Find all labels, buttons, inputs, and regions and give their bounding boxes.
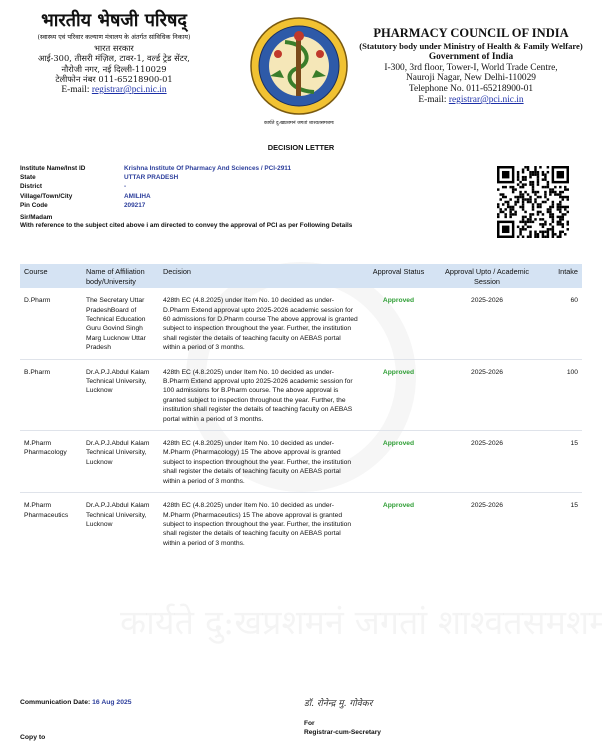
letter-heading: DECISION LETTER xyxy=(267,143,335,152)
signature: डॉ. रोनेन्द्र मु. गोवेकर xyxy=(304,699,373,709)
col-intake: Intake xyxy=(539,264,582,288)
english-address-2: Nauroji Nagar, New Delhi-110029 xyxy=(406,73,536,84)
institute-details xyxy=(20,165,440,230)
field-pincode: Pin Code 209217 xyxy=(20,201,146,209)
cell-decision: 428th EC (4.8.2025) under Item No. 10 decided as under- M.Pharm (Pharmaceutics) 15 The above approval is granted subject to inspection throughout the year. Further, the institution shall register the details of teaching faculty on AEBAS portal within a period of 3 months. xyxy=(163,502,352,547)
english-title: PHARMACY COUNCIL OF INDIA xyxy=(373,26,569,40)
table-row xyxy=(20,359,582,430)
cell-affiliation: Dr.A.P.J.Abdul Kalam Technical University, Lucknow xyxy=(86,502,150,528)
pci-logo xyxy=(240,14,358,134)
col-status: Approval Status xyxy=(362,264,435,288)
pci-emblem-icon xyxy=(240,14,358,124)
field-village: Village/Town/City AMILIHA xyxy=(20,192,151,200)
english-govt: Government of India xyxy=(428,51,514,62)
table-row xyxy=(20,493,582,555)
hindi-address-1: आई-300, तीसरी मंज़िल, टावर-1, वर्ल्ड ट्रेड सेंटर, xyxy=(38,53,190,64)
cell-status: Approved xyxy=(362,288,435,359)
hindi-subtitle: (स्वास्थ्य एवं परिवार कल्याण मंत्रालय के अंतर्गत सांविधिक निकाय) xyxy=(37,33,191,41)
english-email-link[interactable]: registrar@pci.nic.in xyxy=(448,94,524,105)
cell-status: Approved xyxy=(362,359,435,430)
cell-affiliation: Dr.A.P.J.Abdul Kalam Technical University, Lucknow xyxy=(82,359,159,430)
cell-course: M.Pharm Pharmaceutics xyxy=(24,502,69,519)
watermark-motto xyxy=(120,598,602,644)
sign-designation: Registrar-cum-Secretary xyxy=(304,729,381,736)
cell-decision: 428th EC (4.8.2025) under Item No. 10 decided as under- B.Pharm Extend approval upto 2025-2026 academic session for 100 admissions for B.Pharm course. The above approval is granted subject to inspection throughout the year. Further, the institution shall register the details of teaching faculty on AEBAS portal within a period of 3 months. xyxy=(159,359,362,430)
cell-intake: 60 xyxy=(539,288,582,359)
communication-date-value: 16 Aug 2025 xyxy=(92,699,132,706)
cell-intake: 100 xyxy=(539,359,582,430)
col-session: Approval Upto / Academic Session xyxy=(435,264,539,288)
hindi-email-link[interactable]: registrar@pci.nic.in xyxy=(91,84,167,95)
qr-code xyxy=(490,166,576,238)
cell-intake: 15 xyxy=(570,502,578,510)
cell-decision: 428th EC (4.8.2025) under Item No. 10 decided as under- M.Pharm (Pharmacology) 15 The above approval is granted subject to inspection throughout the year. Further, the institution shall register the details of teaching faculty on AEBAS portal within a period of 3 months. xyxy=(159,431,362,493)
cell-course: M.Pharm Pharmacology xyxy=(20,431,82,493)
col-decision: Decision xyxy=(159,264,362,288)
communication-date: Communication Date: 16 Aug 2025 xyxy=(20,699,132,706)
col-course: Course xyxy=(20,264,82,288)
cell-session: 2025-2026 xyxy=(471,502,503,510)
cell-course: B.Pharm xyxy=(20,359,82,430)
cell-affiliation: The Secretary Uttar PradeshBoard of Technical Education Guru Govind Singh Marg Lucknow Uttar Pradesh xyxy=(82,288,159,359)
salutation: Sir/Madam xyxy=(20,213,53,221)
field-district: District - xyxy=(20,183,127,191)
col-affiliation: Name of Affiliation body/University xyxy=(82,264,159,288)
hindi-address-2: नौरोजी नगर, नई दिल्ली-110029 xyxy=(61,63,167,74)
intro-text: With reference to the subject cited above i am directed to convey the approval of PCI as per Following Details xyxy=(20,222,353,230)
logo-motto: कार्यते दु:खप्रशमनं जगतां शाश्वतसमशमः xyxy=(263,121,335,126)
qr-code-icon xyxy=(490,166,576,238)
cell-intake: 15 xyxy=(539,431,582,493)
hindi-header xyxy=(14,10,214,96)
copy-to: Copy to xyxy=(20,734,46,741)
english-subtitle: (Statutory body under Ministry of Health & Family Welfare) xyxy=(359,41,583,51)
cell-course: D.Pharm xyxy=(20,288,82,359)
hindi-email-line: E-mail: registrar@pci.nic.in xyxy=(61,84,167,95)
cell-session: 2025-2026 xyxy=(435,288,539,359)
field-state: State UTTAR PRADESH xyxy=(20,174,179,182)
table-header-row xyxy=(20,264,582,288)
hindi-phone: टेलीफोन नंबर 011-65218900-01 xyxy=(55,74,173,85)
hindi-govt: भारत सरकार xyxy=(94,42,134,53)
english-address-1: I-300, 3rd floor, Tower-I, World Trade Centre, xyxy=(384,62,558,73)
table-row xyxy=(20,431,582,493)
decision-table xyxy=(20,264,582,554)
english-email-line: E-mail: registrar@pci.nic.in xyxy=(418,94,524,105)
cell-status: Approved xyxy=(382,502,415,510)
field-institute: Institute Name/Inst ID Krishna Institute Of Pharmacy And Sciences / PCI-2911 xyxy=(20,165,292,172)
table-row xyxy=(20,288,582,359)
cell-session: 2025-2026 xyxy=(435,359,539,430)
cell-decision: 428th EC (4.8.2025) under Item No. 10 decided as under- D.Pharm Extend approval upto 2025-2026 academic session for 60 admissions for D.Pharm course The above approval is granted subject to inspection throughout the year. Further, the institution shall register the details of teaching faculty on AEBAS portal within a period of 3 months. xyxy=(159,288,362,359)
cell-status: Approved xyxy=(362,431,435,493)
cell-affiliation: Dr.A.P.J.Abdul Kalam Technical University, Lucknow xyxy=(82,431,159,493)
english-header xyxy=(352,26,590,106)
cell-session: 2025-2026 xyxy=(435,431,539,493)
english-phone: Telephone No. 011-65218900-01 xyxy=(408,84,534,95)
sign-for: For xyxy=(304,720,315,727)
hindi-title: भारतीय भेषजी परिषद् xyxy=(41,10,187,31)
